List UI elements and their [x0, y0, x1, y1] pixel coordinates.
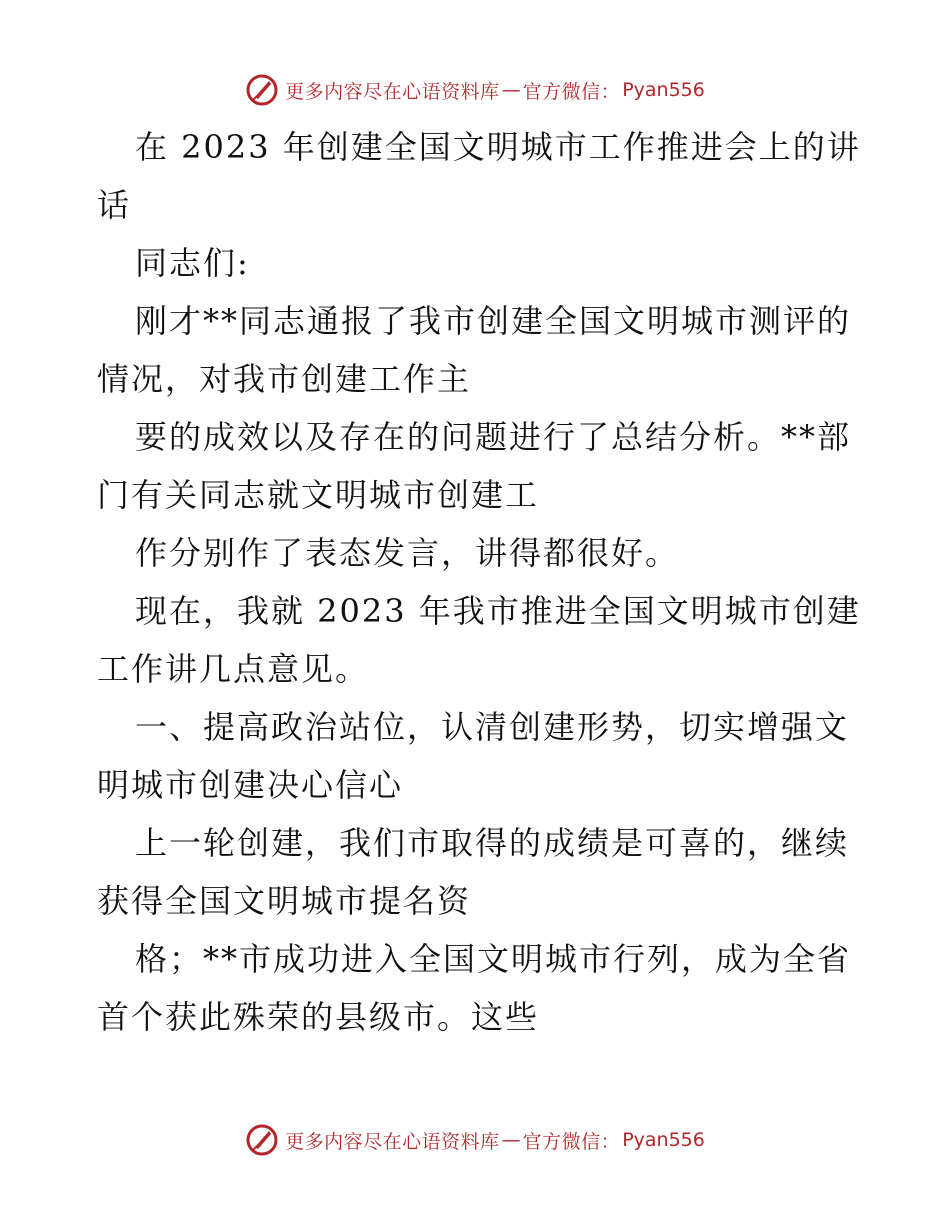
text-line: 同志们:: [135, 244, 250, 282]
text-line: 门有关同志就文明城市创建工: [97, 476, 540, 514]
watermark-text: 更多内容尽在心语资料库: [285, 80, 500, 103]
text-line: 现在，我就 2023 年我市推进全国文明城市创建: [135, 592, 861, 630]
watermark-text: 更多内容尽在心语资料库: [285, 1130, 500, 1153]
text-line: 一、提高政治站位，认清创建形势，切实增强文: [135, 708, 850, 746]
header-watermark: [0, 70, 950, 110]
text-line: 上一轮创建，我们市取得的成绩是可喜的，继续: [135, 824, 850, 862]
quill-seal-icon: [245, 73, 279, 107]
text-line: 作分别作了表态发言，讲得都很好。: [135, 534, 680, 572]
text-line: 明城市创建决心信心: [97, 766, 404, 804]
text-line: 在 2023 年创建全国文明城市工作推进会上的讲: [135, 128, 861, 166]
text-line: 首个获此殊荣的县级市。这些: [97, 998, 540, 1036]
text-line: 工作讲几点意见。: [97, 650, 370, 688]
quill-seal-icon: [245, 1123, 279, 1157]
text-line: 刚才**同志通报了我市创建全国文明城市测评的: [135, 302, 852, 340]
watermark-wechat-id: Pyan556: [622, 1129, 705, 1151]
text-line: 话: [97, 186, 132, 224]
text-line: 要的成效以及存在的问题进行了总结分析。**部: [135, 418, 852, 456]
text-line: 格；**市成功进入全国文明城市行列，成为全省: [135, 940, 852, 978]
watermark-dash: —: [501, 1129, 521, 1151]
watermark-dash: —: [501, 79, 521, 101]
watermark-official-label: 官方微信：: [522, 1130, 621, 1153]
footer-watermark: [0, 1120, 950, 1160]
text-line: 获得全国文明城市提名资: [97, 882, 472, 920]
text-line: 情况，对我市创建工作主: [97, 360, 472, 398]
watermark-official-label: 官方微信：: [522, 80, 621, 103]
document-body: [97, 118, 861, 1046]
watermark-wechat-id: Pyan556: [622, 79, 705, 101]
